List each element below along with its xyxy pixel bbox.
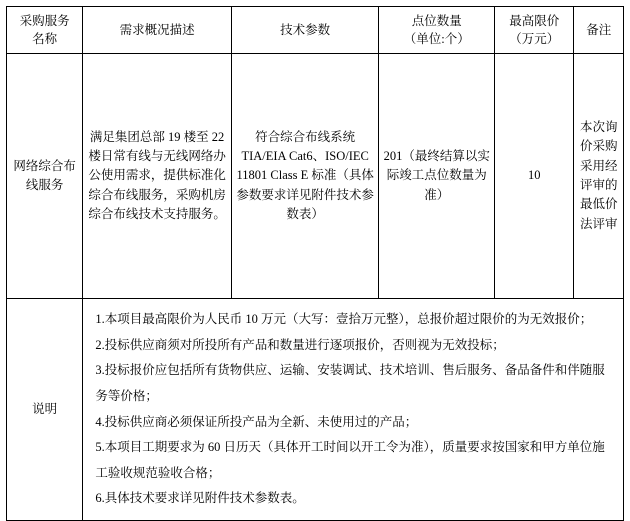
header-remark-line1: 备注 xyxy=(586,22,612,37)
cell-service-name: 网络综合布线服务 xyxy=(7,54,83,299)
header-max-price-line1: 最高限价 xyxy=(509,13,560,28)
header-quantity-line1: 点位数量 xyxy=(411,13,462,28)
header-remark xyxy=(574,7,624,54)
list-item: 4.投标供应商必须保证所投产品为全新、未使用过的产品； xyxy=(95,414,418,429)
header-tech-params xyxy=(231,7,379,54)
cell-description: 满足集团总部 19 楼至 22 楼日常有线与无线网络办公使用需求，提供标准化综合布线服务，采购机房综合布线技术支持服务。 xyxy=(83,54,232,299)
table-row xyxy=(7,54,624,299)
header-quantity-line2: （单位:个） xyxy=(403,32,470,46)
list-item: 2.投标供应商须对所投所有产品和数量进行逐项报价，否则视为无效投标； xyxy=(95,337,505,352)
notes-body xyxy=(83,299,624,521)
table-header-row xyxy=(7,7,624,54)
header-service-name xyxy=(7,7,83,54)
header-max-price xyxy=(494,7,573,54)
header-service-name-line1: 采购服务 xyxy=(19,13,70,28)
header-service-name-line2: 名称 xyxy=(32,32,58,46)
list-item: 1.本项目最高限价为人民币 10 万元（大写：壹拾万元整），总报价超过限价的为无效报价； xyxy=(95,312,593,326)
header-max-price-line2: （万元） xyxy=(509,32,560,46)
list-item: 3.投标报价应包括所有货物供应、运输、安装调试、技术培训、售后服务、备品备件和伴随服务等价格； xyxy=(95,363,605,403)
header-description xyxy=(83,7,232,54)
cell-max-price: 10 xyxy=(494,54,573,299)
cell-tech-params: 符合综合布线系统 TIA/EIA Cat6、ISO/IEC 11801 Class E 标准（具体参数要求详见附件技术参数表） xyxy=(231,54,379,299)
procurement-requirements-table xyxy=(6,6,624,521)
header-quantity xyxy=(379,7,495,54)
cell-quantity: 201（最终结算以实际竣工点位数量为准） xyxy=(379,54,495,299)
list-item: 5.本项目工期要求为 60 日历天（具体开工时间以开工令为准），质量要求按国家和甲方单位施工验收规范验收合格； xyxy=(95,440,605,480)
header-tech-params-line1: 技术参数 xyxy=(280,22,331,37)
list-item: 6.具体技术要求详见附件技术参数表。 xyxy=(95,491,305,506)
cell-remark: 本次询价采购采用经评审的最低价法评审 xyxy=(574,54,624,299)
notes-label: 说明 xyxy=(7,299,83,521)
notes-row xyxy=(7,299,624,521)
header-description-line1: 需求概况描述 xyxy=(119,22,195,37)
